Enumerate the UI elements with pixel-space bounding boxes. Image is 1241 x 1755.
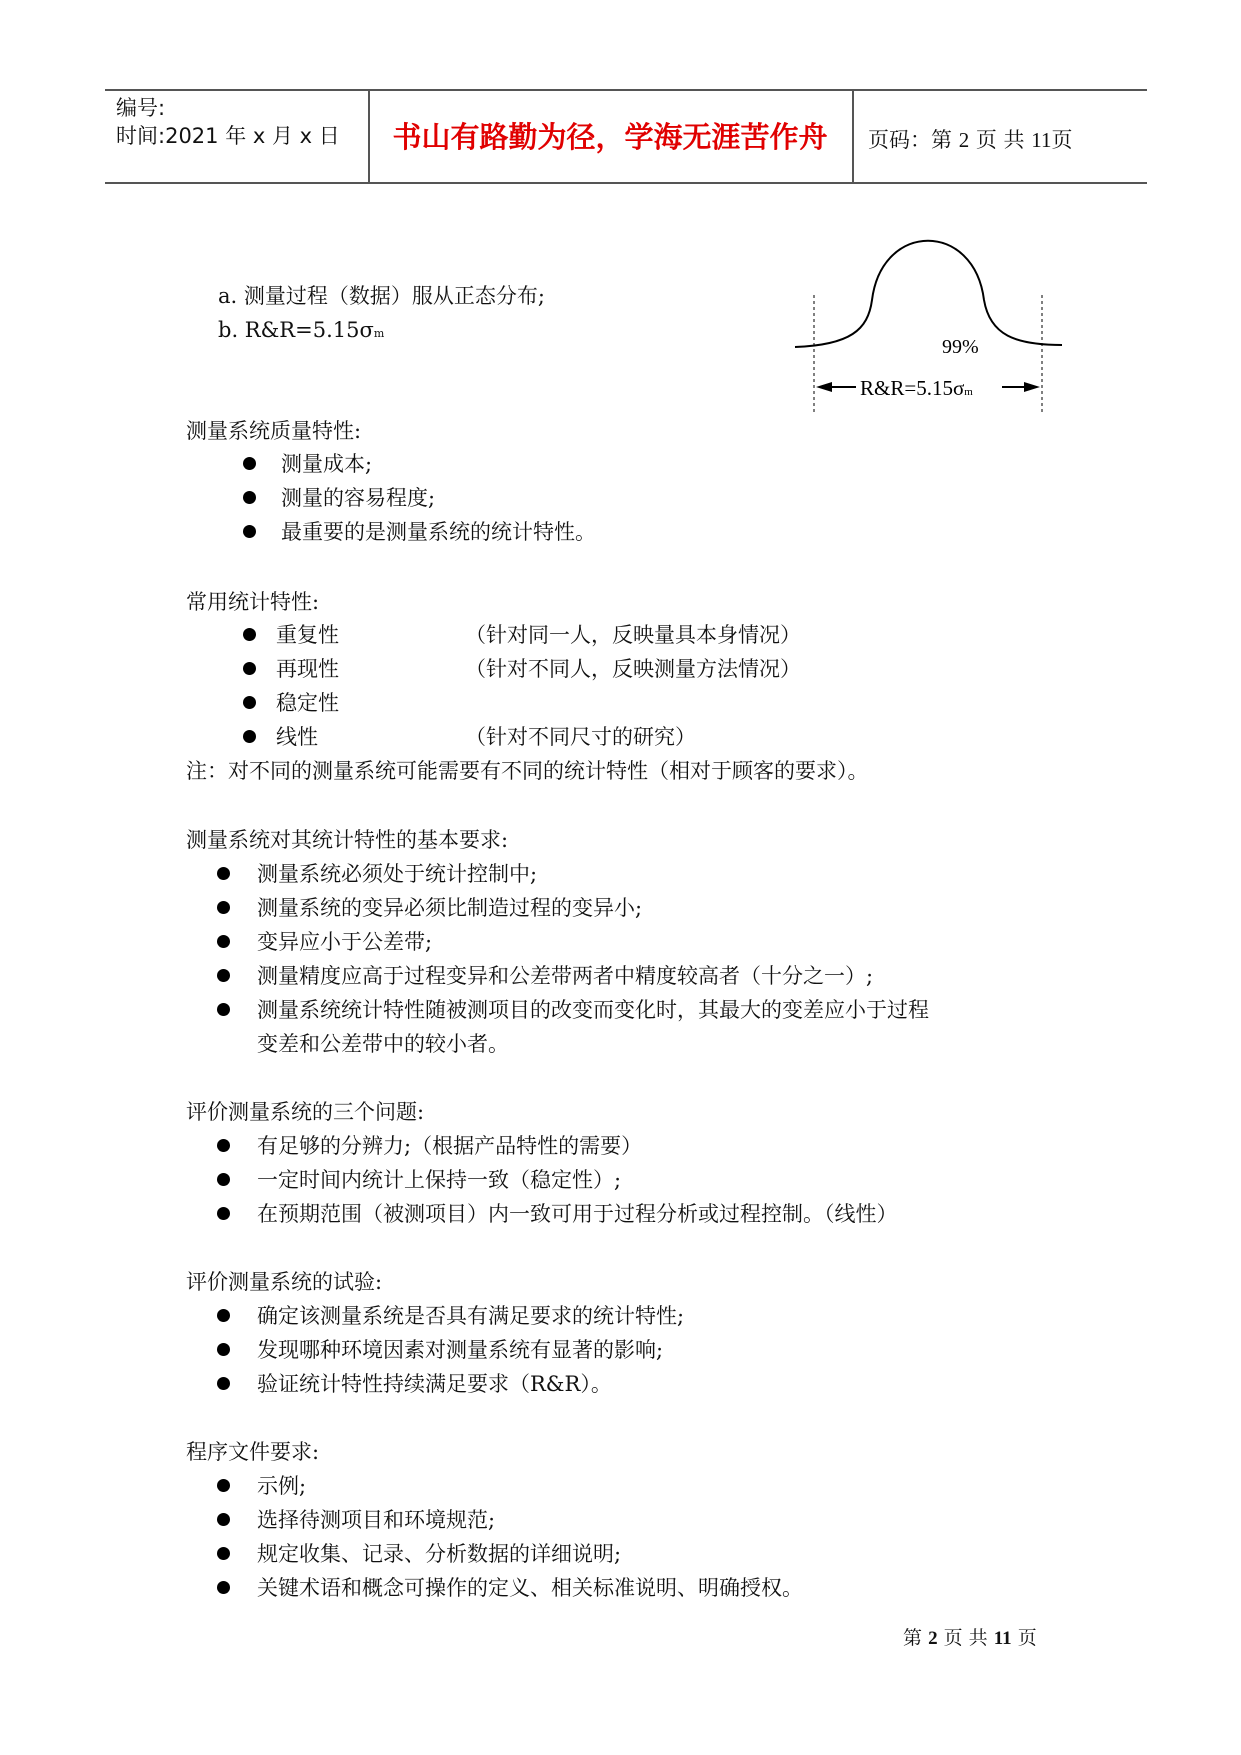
- list-item: 示例;: [257, 1474, 307, 1498]
- list-item: 测量成本;: [281, 452, 373, 476]
- bullet-dot: [217, 1513, 230, 1526]
- bullet-dot: [243, 491, 256, 504]
- list-item: 在预期范围（被测项目）内一致可用于过程分析或过程控制。（线性）: [257, 1202, 898, 1226]
- stat-name: 再现性: [276, 657, 339, 681]
- questions-title: 评价测量系统的三个问题:: [186, 1100, 425, 1124]
- page-mid: 页 共: [975, 128, 1025, 152]
- footer-total: 11: [993, 1628, 1012, 1649]
- list-item: 测量系统统计特性随被测项目的改变而变化时，其最大的变差应小于过程: [257, 998, 929, 1022]
- list-item: 规定收集、记录、分析数据的详细说明;: [257, 1542, 622, 1566]
- list-item-continuation: 变差和公差带中的较小者。: [257, 1032, 509, 1056]
- time-label: 时间:: [116, 124, 166, 148]
- bullet-dot: [243, 525, 256, 538]
- bullet-dot: [217, 1479, 230, 1492]
- bullet-dot: [217, 1173, 230, 1186]
- list-item: 变异应小于公差带;: [257, 930, 433, 954]
- bullet-dot: [217, 1377, 230, 1390]
- bullet-dot: [217, 1343, 230, 1356]
- intro-item-b-sub: m: [373, 327, 385, 340]
- list-item: 选择待测项目和环境规范;: [257, 1508, 496, 1532]
- rr-width-label: R&R=5.15σm: [860, 376, 973, 400]
- bullet-dot: [217, 935, 230, 948]
- stats-title: 常用统计特性:: [186, 590, 320, 614]
- tests-title: 评价测量系统的试验:: [186, 1270, 383, 1294]
- bullet-dot: [243, 662, 256, 675]
- footer-prefix: 第: [903, 1627, 923, 1649]
- procedure-title: 程序文件要求:: [186, 1440, 320, 1464]
- list-item: 测量精度应高于过程变异和公差带两者中精度较高者（十分之一）;: [257, 964, 874, 988]
- normal-distribution-figure: [790, 235, 1070, 420]
- stat-note: （针对同一人，反映量具本身情况）: [465, 623, 801, 647]
- stats-remark: 注：对不同的测量系统可能需要有不同的统计特性（相对于顾客的要求）。: [186, 759, 869, 783]
- percent-label: 99%: [942, 336, 979, 358]
- intro-item-b: [218, 315, 384, 349]
- list-item: 有足够的分辨力;（根据产品特性的需要）: [257, 1134, 643, 1158]
- page-total: 11: [1031, 128, 1052, 152]
- stat-note: （针对不同人，反映测量方法情况）: [465, 657, 801, 681]
- bullet-dot: [243, 628, 256, 641]
- header-top-rule: [105, 89, 1147, 91]
- intro-item-a: a. 测量过程（数据）服从正态分布;: [218, 284, 545, 308]
- list-item: 一定时间内统计上保持一致（稳定性）;: [257, 1168, 622, 1192]
- bullet-dot: [217, 1547, 230, 1560]
- bullet-dot: [217, 867, 230, 880]
- quality-title: 测量系统质量特性:: [186, 419, 362, 443]
- list-item: 确定该测量系统是否具有满足要求的统计特性;: [257, 1304, 685, 1328]
- bullet-dot: [243, 696, 256, 709]
- time-line: [116, 120, 340, 150]
- bullet-dot: [217, 901, 230, 914]
- stat-note: （针对不同尺寸的研究）: [465, 725, 696, 749]
- bullet-dot: [217, 1581, 230, 1594]
- page-footer: [903, 1623, 1037, 1650]
- list-item: 测量系统的变异必须比制造过程的变异小;: [257, 896, 643, 920]
- bullet-dot: [217, 1309, 230, 1322]
- bullet-dot: [243, 730, 256, 743]
- motto: 书山有路勤为径，学海无涯苦作舟: [392, 120, 828, 154]
- list-item: 验证统计特性持续满足要求（R&R）。: [257, 1372, 612, 1396]
- time-value: 2021 年 x 月 x 日: [165, 124, 340, 148]
- stat-name: 稳定性: [276, 691, 339, 715]
- page-current: 2: [958, 128, 970, 152]
- bullet-dot: [217, 1139, 230, 1152]
- serial-label: 编号:: [116, 96, 166, 120]
- header-page-info: [868, 124, 1072, 154]
- header-divider-right: [852, 90, 854, 182]
- list-item: 最重要的是测量系统的统计特性。: [281, 520, 596, 544]
- footer-mid: 页 共: [943, 1627, 988, 1649]
- bullet-dot: [243, 457, 256, 470]
- list-item: 测量系统必须处于统计控制中;: [257, 862, 538, 886]
- bell-curve: [795, 241, 1062, 347]
- list-item: 关键术语和概念可操作的定义、相关标准说明、明确授权。: [257, 1576, 803, 1600]
- arrow-right-head: [1024, 382, 1040, 392]
- page-suffix: 页: [1051, 128, 1073, 152]
- list-item: 发现哪种环境因素对测量系统有显著的影响;: [257, 1338, 664, 1362]
- list-item: 测量的容易程度;: [281, 486, 436, 510]
- footer-suffix: 页: [1017, 1627, 1037, 1649]
- bullet-dot: [217, 969, 230, 982]
- arrow-left-head: [816, 382, 832, 392]
- page-prefix: 页码：第: [868, 128, 952, 152]
- stat-name: 重复性: [276, 623, 339, 647]
- requirements-title: 测量系统对其统计特性的基本要求:: [186, 828, 509, 852]
- bullet-dot: [217, 1207, 230, 1220]
- bullet-dot: [217, 1003, 230, 1016]
- header-bottom-rule: [105, 182, 1147, 184]
- intro-item-b-text: b. R&R=5.15σ: [218, 318, 374, 342]
- footer-current: 2: [928, 1628, 938, 1649]
- stat-name: 线性: [276, 725, 318, 749]
